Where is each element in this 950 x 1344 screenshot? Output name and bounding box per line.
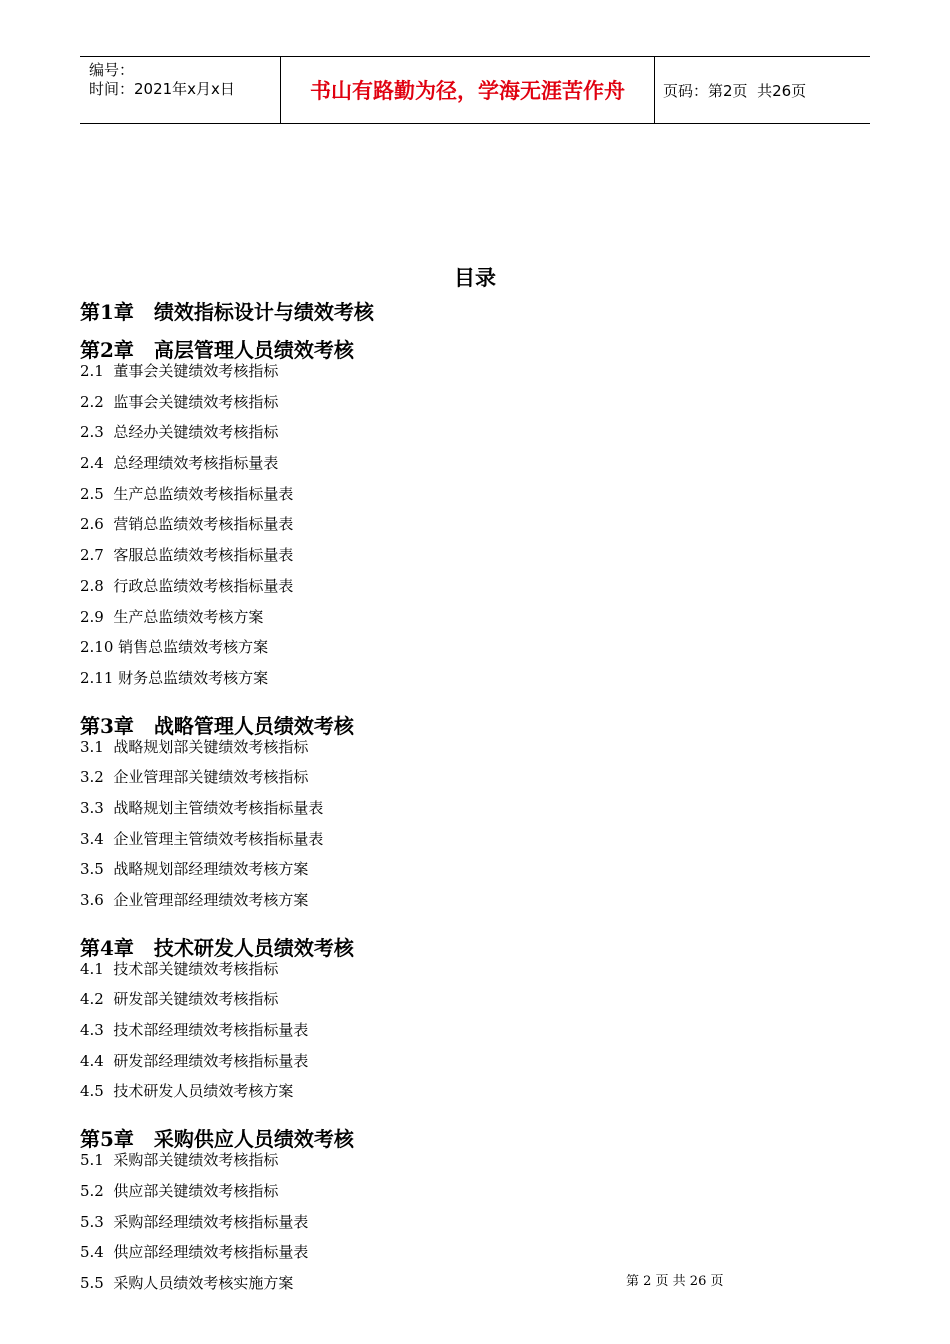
toc-section-item[interactable]: 4.5 技术研发人员绩效考核方案: [80, 1082, 294, 1101]
header-date: 时间：2021年x月x日: [89, 80, 235, 98]
toc-section-item[interactable]: 5.2 供应部关键绩效考核指标: [80, 1181, 279, 1200]
toc-section-item[interactable]: 3.1 战略规划部关键绩效考核指标: [80, 737, 309, 756]
toc-section-item[interactable]: 3.5 战略规划部经理绩效考核方案: [80, 860, 309, 879]
toc-section-item[interactable]: 2.5 生产总监绩效考核指标量表: [80, 484, 294, 503]
toc-section-item[interactable]: 2.11 财务总监绩效考核方案: [80, 668, 269, 687]
toc-section-item[interactable]: 4.1 技术部关键绩效考核指标: [80, 959, 279, 978]
header-number-label: 编号：: [89, 61, 135, 79]
toc-section-item[interactable]: 3.3 战略规划主管绩效考核指标量表: [80, 798, 324, 817]
header-motto: 书山有路勤为径，学海无涯苦作舟: [310, 79, 625, 103]
toc-section-item[interactable]: 2.4 总经理绩效考核指标量表: [80, 454, 279, 473]
toc-chapter-heading[interactable]: 第2章 高层管理人员绩效考核: [80, 338, 354, 362]
toc-chapter-heading[interactable]: 第4章 技术研发人员绩效考核: [80, 935, 354, 960]
toc-section-item[interactable]: 2.7 客服总监绩效考核指标量表: [80, 546, 294, 565]
table-of-contents: [80, 300, 780, 1305]
toc-section-item[interactable]: 5.1 采购部关键绩效考核指标: [80, 1151, 279, 1170]
toc-section-item[interactable]: 2.10 销售总监绩效考核方案: [80, 638, 269, 657]
toc-chapter-heading[interactable]: 第1章 绩效指标设计与绩效考核: [80, 300, 374, 324]
page-header: [80, 56, 870, 124]
toc-section-item[interactable]: 3.2 企业管理部关键绩效考核指标: [80, 768, 309, 787]
toc-section-item[interactable]: 5.5 采购人员绩效考核实施方案: [80, 1273, 294, 1292]
toc-section-item[interactable]: 2.2 监事会关键绩效考核指标: [80, 392, 279, 411]
toc-section-item[interactable]: 4.4 研发部经理绩效考核指标量表: [80, 1051, 309, 1070]
toc-section-item[interactable]: 2.6 营销总监绩效考核指标量表: [80, 515, 294, 534]
toc-chapter-heading[interactable]: 第5章 采购供应人员绩效考核: [80, 1127, 354, 1152]
toc-title: 目录: [454, 265, 496, 290]
toc-section-item[interactable]: 3.4 企业管理主管绩效考核指标量表: [80, 829, 324, 848]
header-divider: [654, 57, 655, 123]
toc-section-item[interactable]: 2.9 生产总监绩效考核方案: [80, 607, 264, 626]
toc-section-item[interactable]: 2.3 总经办关键绩效考核指标: [80, 423, 279, 442]
header-page-info: 页码：第2页 共26页: [663, 81, 807, 100]
toc-section-item[interactable]: 2.8 行政总监绩效考核指标量表: [80, 576, 294, 595]
page-footer: 第 2 页 共 26 页: [626, 1274, 724, 1289]
toc-chapter-heading[interactable]: 第3章 战略管理人员绩效考核: [80, 713, 354, 738]
toc-section-item[interactable]: 2.1 董事会关键绩效考核指标: [80, 362, 279, 380]
toc-section-item[interactable]: 3.6 企业管理部经理绩效考核方案: [80, 891, 309, 909]
toc-section-item[interactable]: 4.2 研发部关键绩效考核指标: [80, 990, 279, 1009]
toc-section-item[interactable]: 5.4 供应部经理绩效考核指标量表: [80, 1243, 309, 1262]
toc-section-item[interactable]: 5.3 采购部经理绩效考核指标量表: [80, 1212, 309, 1231]
header-meta: [89, 61, 235, 99]
toc-section-item[interactable]: 4.3 技术部经理绩效考核指标量表: [80, 1021, 309, 1040]
